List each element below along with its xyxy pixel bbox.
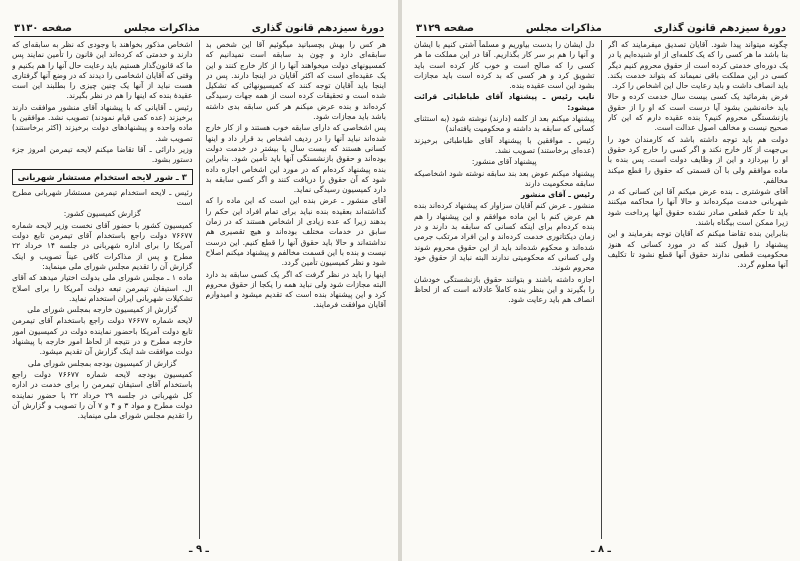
paragraph: اجازه داشته باشند و بتوانند حقوق بازنشستگی خودشان را بگیرند و این بنظر بنده کاملاً عادلانه است که از لحاظ انصاف هم باید رعایت شود. xyxy=(414,274,595,305)
paragraph: پیشنهاد میکنم بعد از کلمه (دارند) نوشته شود (به استثنای کسانی که سابقه بد داشته و محکومیت یافته‌اند) xyxy=(414,114,595,134)
text-column-right xyxy=(206,40,387,539)
text-column-left xyxy=(12,40,193,539)
text-column-left xyxy=(414,40,595,539)
paragraph: آقای شوشتری ـ بنده عرض میکنم آقا این کسانی که در شهربانی خدمت میکرده‌اند و حالا آنها را محاکمه میکنند باید تا حکم قطعی صادر نشده حقوق آنها پرداخت شود زیرا ممکن است بیگناه باشند. xyxy=(607,187,788,228)
paragraph: رئیس ـ موافقین با پیشنهاد آقای طباطبائی برخیزند (عده‌ای برخاستند) تصویب نشد. xyxy=(414,135,595,155)
paragraph: بنابراین بنده تقاضا میکنم که آقایان توجه بفرمایند و این پیشنهاد را قبول کنند که در مورد کسانی که هنوز محکومیت قطعی ندارند حقوق آنها قطع نشود تا تکلیف آنها معلوم گردد. xyxy=(607,229,788,270)
text-column-right xyxy=(608,40,789,539)
running-title: دورهٔ سیزدهم قانون گذاری xyxy=(653,23,786,34)
column-divider xyxy=(199,40,200,539)
paragraph: رئیس ـ آقایانی که با پیشنهاد آقای منشور موافقت دارند برخیزند (عده کمی قیام نمودند) تصویب نشد. موافقین با ماده واحده و پیشنهادهای دولت برخیزند (اکثر برخاستند) تصویب شد. xyxy=(12,102,193,143)
left-page xyxy=(0,0,398,561)
paragraph: وزیر دارائی ـ آقا تقاضا میکنم لایحه تیمرمن امروز جزء دستور بشود. xyxy=(12,144,193,165)
paragraph: منشور ـ عرض کنم آقایان سزاوار که پیشنهاد کرده‌اند بنده هم عرض کنم با این ماده موافقم و این پیشنهاد را هم بنده کرده‌ام برای اینکه کسانی که سابقه بد دارند و در زمان دیکتاتوری خدمت کرده‌اند و این افراد مرتکب جرمی شده‌اند و محکوم شده‌اند باید از این حقوق محروم شوند ولی کسانی که محکومیتی ندارند البته نباید از حقوق خود محروم شوند. xyxy=(414,201,595,273)
paragraph: هر کس را بهش بچسبانید میگوئیم آقا این شخص بد سابقه‌ای دارد و چون بد سابقه است نمیدانیم که کمسیونهای دولت میخواهند آنها را از کار خارج کنند و این یک عقیده‌ای است که اکثر آقایان در اینجا دارند. پس در اینجا باید آقایان توجه کنند که کمیسیونهائی که تشکیل شده است و تحقیقات کرده است از همه جهات رسیدگی کرده‌اند و بنده عرض میکنم هر کس سابقه بدی داشته باشد باید مجازات شود. xyxy=(205,40,386,122)
section-title: ۳ ـ شور لایحه استخدام مستشار شهربانی xyxy=(12,169,193,185)
page-footer-number: ـ ۸ ـ xyxy=(591,544,611,555)
paragraph: پیشنهاد میکنم عوض بعد بند سابقه نوشته شود اشخاصیکه سابقه محکومیت دارند xyxy=(414,168,595,188)
publication-title: مذاکرات مجلس xyxy=(525,23,602,34)
paragraph: پس اشخاصی که دارای سابقه خوب هستند و از کار خارج شده‌اند نباید آنها را در ردیف اشخاص بد قرار داد و اینها کسانی هستند که بیست سال یا بیشتر در خدمت دولت بوده‌اند و حقوق بازنشستگی آنها باید تأمین شود. بنابراین بنده پیشنهاد کرده‌ام که در مورد این اشخاص اجازه داده شود که آن حقوق را دریافت کنند و اگر کسی سابقه بد دارد کمیسیون رسیدگی نماید. xyxy=(205,123,386,195)
paragraph: دل ایشان را بدست بیاوریم و مسلماً آشتی کنیم با ایشان و آنها را هم بر سر کار بگذاریم. آقا در این مملکت ما هر کسی را که صالح است و خوب کار کرده است باید تشویق کرد و هر کسی که بد کرده است باید مجازات بشود این است عقیده بنده. xyxy=(414,40,595,91)
paragraph: کمیسیون بودجه لایحه شماره ۷۶۶۷۷ دولت راجع باستخدام آقای استیفان تیمرمن را برای خدمت در اداره کل شهربانی در جلسه ۲۹ خرداد ۲۲ با حضور نماینده دولت مطرح و مواد ۳ و ۴ و ۷ آن را تصویب و گزارش آن را تقدیم مجلس شورای ملی مینماید. xyxy=(12,369,193,421)
paragraph: رئیس ـ لایحه استخدام تیمرمن مستشار شهربانی مطرح است xyxy=(12,187,193,208)
paragraph: گزارش کمیسیون کشور: xyxy=(63,209,141,219)
left-page-header xyxy=(14,12,384,37)
left-page-columns xyxy=(12,40,386,539)
paragraph: ماده ۱ ـ مجلس شورای ملی بدولت اختیار میدهد که آقای ال. استیفان تیمرمن تبعه دولت آمریکا را برای اصلاح تشکیلات شهربانی ایران استخدام نماید. xyxy=(12,273,193,303)
right-page xyxy=(402,0,800,561)
publication-title: مذاکرات مجلس xyxy=(123,23,200,34)
page-footer-number: ـ ۹ ـ xyxy=(189,544,209,555)
paragraph: فرض بفرمائید یک کسی بیست سال خدمت کرده و حالا باید خانه‌نشین بشود آیا درست است که او را از حقوق بازنشستگی محروم کنیم؟ بنده عقیده دارم که این کار صحیح نیست و مخالف اصول عدالت است. xyxy=(607,92,788,133)
paragraph: اینها را باید در نظر گرفت که اگر یک کسی سابقه بد دارد البته مجازات شود ولی نباید همه را یکجا از حقوق محروم کرد و این پیشنهاد بنده است که تقدیم میشود و امیدوارم آقایان موافقت فرمایند. xyxy=(205,269,386,310)
paragraph: لایحه شماره ۷۶۶۷۷ دولت راجع باستخدام آقای تیمرمن تابع دولت آمریکا باحضور نماینده دولت در کمیسیون امور خارجه مطرح و در نتیجه از لحاظ امور خارجه با پیشنهاد دولت موافقت شد اینک گزارش آن تقدیم میشود. xyxy=(12,316,193,357)
running-title: دورهٔ سیزدهم قانون گذاری xyxy=(251,23,384,34)
paragraph: رئیس ـ آقای منشور xyxy=(520,190,595,200)
page-number: صفحه ۳۱۲۹ xyxy=(416,23,475,34)
paragraph: گزارش از کمیسیون خارجه بمجلس شورای ملی xyxy=(27,305,178,315)
right-page-header xyxy=(416,12,786,37)
paragraph: نایب رئیس ـ پیشنهاد آقای طباطبائی قرائت میشود: xyxy=(414,92,595,112)
paragraph: دولت هم باید توجه داشته باشد که کارمندان خود را بی‌جهت از کار خارج نکند و اگر کسی را خارج کرد حقوق او را بپردازد و این از وظایف دولت است. پس بنده با ماده موافقم ولی با آن قسمتی که حقوق را قطع میکند مخالفم. xyxy=(607,134,788,185)
paragraph: گزارش از کمیسیون بودجه بمجلس شورای ملی xyxy=(27,358,177,368)
paragraph: آقای منشور ـ عرض بنده این است که این ماده را که گذاشته‌اند بعقیده بنده نباید برای تمام افراد این حکم را بدهند زیرا که عده زیادی از اشخاص هستند که در زمان سابق در خدمات مختلف بوده‌اند و هیچ تقصیری هم نداشته‌اند و حالا باید حقوق آنها را قطع کنیم. این درست نیست و بنده با این قسمت مخالفم و پیشنهاد میکنم اصلاح شود و نظر کمیسیون تأمین گردد. xyxy=(205,196,386,268)
paragraph: اشخاص مذکور بخواهند با وجودی که نظر به سابقه‌ای که دارند و خدمتی که کرده‌اند این قانون را تأمین نمایند پس ما که قانون‌گذار هستیم باید رعایت حال آنها را هم بکنیم و وقتی که آقایان اشخاصی را دیدند که در وضع آنها گرفتاری هست نباید از آنها یک چنین چیزی را بطلبند این است عقیدهٔ بنده که اینها را هم در نظر بگیرند. xyxy=(12,40,193,101)
page-number: صفحه ۳۱۳۰ xyxy=(14,23,73,34)
paragraph: چگونه میتواند پیدا شود. آقایان تصدیق میفرمایند که اگر بنا باشد ما هر کسی را که یک کلمه‌ای از او شنیده‌ایم یا در یک دوره‌ای خدمتی کرده است از حقوق محروم کنیم دیگر کسی در این مملکت باقی نمیماند که بتواند خدمت بکند. باید انصاف داشت و باید رعایت حال این اشخاص را کرد. xyxy=(607,40,788,91)
column-divider xyxy=(601,40,602,539)
right-page-columns xyxy=(414,40,788,539)
paragraph: کمیسیون کشور با حضور آقای نخست وزیر لایحه شماره ۷۶۶۷۷ دولت راجع باستخدام آقای تیمرمن تابع دولت آمریکا را برای اداره شهربانی در جلسه ۱۴ خرداد ۲۲ مطرح و پس از مذاکرات کافی عیناً تصویب و اینک گزارش آن را تقدیم مجلس شورای ملی مینماید: xyxy=(12,220,193,271)
paragraph: پیشنهاد آقای منشور: xyxy=(471,157,537,167)
